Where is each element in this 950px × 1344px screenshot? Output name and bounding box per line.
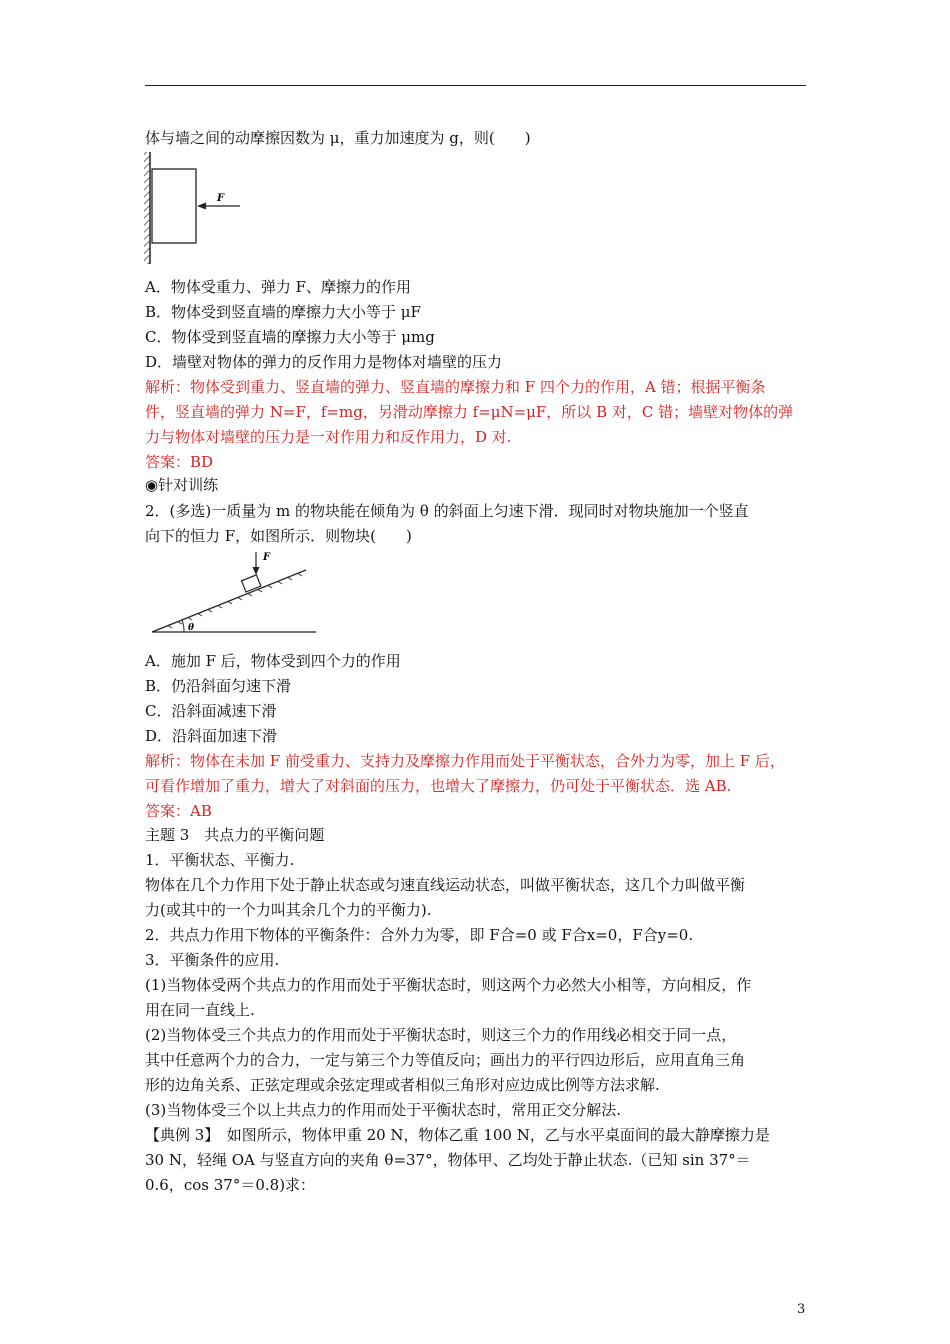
topic3-line-7: 用在同一直线上.	[145, 1001, 255, 1019]
q2-option-c: C．沿斜面减速下滑	[145, 702, 277, 720]
angle-arc	[182, 620, 184, 632]
topic3-line-3: 力(或其中的一个力叫其余几个力的平衡力).	[145, 901, 432, 919]
wall-block-figure	[143, 148, 253, 268]
block	[152, 169, 196, 243]
q1-option-c: C．物体受到竖直墙的摩擦力大小等于 μmg	[145, 328, 435, 346]
topic3-line-8: (2)当物体受三个共点力的作用而处于平衡状态时，则这三个力的作用线必相交于同一点，	[145, 1026, 737, 1044]
example3-line-1: 【典例 3】 如图所示，物体甲重 20 N，物体乙重 100 N，乙与水平桌面间的最大静摩擦力是	[145, 1126, 770, 1144]
q2-option-a: A．施加 F 后，物体受到四个力的作用	[145, 652, 401, 670]
q2-answer: 答案：AB	[145, 802, 212, 820]
q1-analysis-line-1: 解析：物体受到重力、竖直墙的弹力、竖直墙的摩擦力和 F 四个力的作用，A 错；根据平衡条	[145, 378, 766, 396]
training-title: ◉针对训练	[145, 476, 219, 494]
topic3-line-11: (3)当物体受三个以上共点力的作用而处于平衡状态时，常用正交分解法.	[145, 1101, 622, 1119]
q2-option-b: B．仍沿斜面匀速下滑	[145, 677, 292, 695]
q1-analysis-line-3: 力与物体对墙壁的压力是一对作用力和反作用力，D 对.	[145, 428, 512, 446]
wall-hatching	[144, 152, 150, 264]
q2-stem-line-2: 向下的恒力 F，如图所示．则物块( )	[145, 527, 412, 545]
q1-option-a: A．物体受重力、弹力 F、摩擦力的作用	[145, 278, 412, 296]
q1-option-b: B．物体受到竖直墙的摩擦力大小等于 μF	[145, 303, 421, 321]
q2-option-d: D．沿斜面加速下滑	[145, 727, 278, 745]
header-rule	[145, 85, 806, 86]
incline-figure	[148, 546, 320, 638]
topic3-line-10: 形的边角关系、正弦定理或余弦定理或者相似三角形对应边成比例等方法求解.	[145, 1076, 660, 1094]
force-label: F	[217, 193, 225, 204]
topic3-line-1: 1．平衡状态、平衡力.	[145, 851, 295, 869]
topic3-line-2: 物体在几个力作用下处于静止状态或匀速直线运动状态，叫做平衡状态，这几个力叫做平衡	[145, 876, 746, 894]
q1-analysis-line-2: 件，竖直墙的弹力 N=F，f=mg，另滑动摩擦力 f=μN=μF，所以 B 对，C 错；墙壁对物体的弹	[145, 403, 794, 421]
incline-hatching	[168, 574, 302, 629]
q2-stem-line-1: 2．(多选)一质量为 m 的物块能在倾角为 θ 的斜面上匀速下滑．现同时对物块施加一个竖直	[145, 502, 749, 520]
q1-stem-tail: 体与墙之间的动摩擦因数为 μ，重力加速度为 g，则( )	[145, 129, 531, 147]
incline-line	[152, 570, 306, 632]
example3-line-2: 30 N，轻绳 OA 与竖直方向的夹角 θ=37°，物体甲、乙均处于静止状态.（已知 sin 37°＝	[145, 1151, 751, 1169]
angle-label: θ	[188, 623, 195, 633]
topic3-title: 主题 3 共点力的平衡问题	[145, 826, 325, 844]
example3-line-3: 0.6，cos 37°＝0.8)求：	[145, 1176, 316, 1194]
q1-answer: 答案：BD	[145, 453, 214, 471]
topic3-line-9: 其中任意两个力的合力，一定与第三个力等值反向；画出力的平行四边形后，应用直角三角	[145, 1051, 746, 1069]
topic3-line-4: 2．共点力作用下物体的平衡条件：合外力为零，即 F合=0 或 F合x=0，F合y=0.	[145, 926, 694, 944]
force-label: F	[263, 552, 271, 563]
q2-analysis-line-1: 解析：物体在未加 F 前受重力、支持力及摩擦力作用而处于平衡状态，合外力为零，加上 F 后，	[145, 752, 785, 770]
q1-option-d: D．墙壁对物体的弹力的反作用力是物体对墙壁的压力	[145, 353, 503, 371]
page-number: 3	[797, 1302, 806, 1317]
topic3-line-5: 3．平衡条件的应用.	[145, 951, 280, 969]
q2-analysis-line-2: 可看作增加了重力，增大了对斜面的压力，也增大了摩擦力，仍可处于平衡状态．选 AB.	[145, 777, 732, 795]
topic3-line-6: (1)当物体受两个共点力的作用而处于平衡状态时，则这两个力必然大小相等，方向相反，作	[145, 976, 752, 994]
